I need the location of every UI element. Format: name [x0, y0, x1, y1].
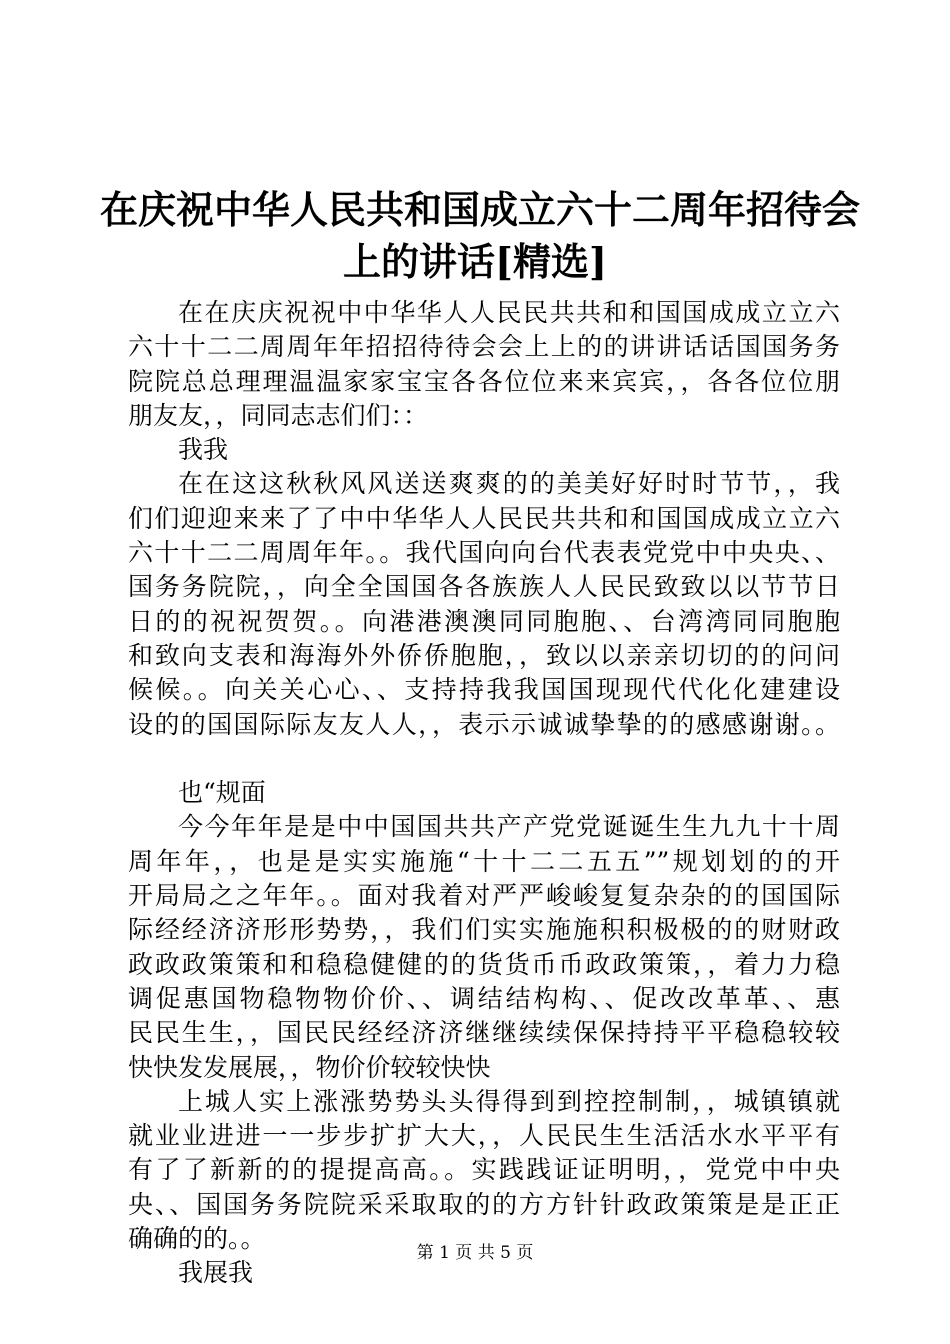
body-line [128, 742, 840, 776]
body-line: 在在庆庆祝祝中中华华人人民民共共和和国国成成立立六 [178, 298, 840, 327]
body-line: 院院总总理理温温家家宝宝各各位位来来宾宾，，各各位位朋 [128, 366, 840, 396]
body-line: 候候。。向关关心心、、支持持我我国国现现代代化化建建设 [128, 675, 840, 705]
body-line: 六十十二二周周年年。。我代国向向台代表表党党中中央央、、 [128, 538, 840, 568]
body-line: 我我 [178, 435, 229, 465]
body-line: 快快发发展展，，物价价较较快快 [128, 1052, 491, 1082]
body-line: 也“规面 [178, 778, 266, 808]
body-line: 际经经济济形形势势，，我们们实实施施积积极极的的财财政 [128, 915, 840, 945]
body-line: 有了了新新的的提提高高。。实践践证证明明，，党党中中央 [128, 1155, 840, 1185]
document-title-line-1: 在庆祝中华人民共和国成立六十二周年招待会 [100, 187, 861, 232]
body-line: 确确的的。。 [128, 1224, 266, 1254]
body-line: 政政政策策和和稳稳健健的的货货币币政政策策，，着力力稳 [128, 949, 840, 979]
body-line: 开局局之之年年。。面对我着对严严峻峻复复杂杂的的国国际 [128, 881, 840, 911]
body-line: 设的的国国际际友友人人，，表示示诚诚挚挚的的感感谢谢。。 [128, 709, 840, 739]
body-line: 日的的祝祝贺贺。。向港港澳澳同同胞胞、、台湾湾同同胞胞 [128, 606, 840, 636]
document-title-line-2: 上的讲话[精选] [343, 239, 607, 284]
page-footer: 第 1 页 共 5 页 [416, 1243, 534, 1263]
body-line: 今今年年是是中中国国共共产产党党诞诞生生九九十十周 [178, 812, 840, 842]
body-line: 央、、国国务务院院采采取取的的方方针针政政策策是是正正 [128, 1189, 840, 1219]
body-line: 就业业进进一一步步扩扩大大，，人民民生生活活水水平平有 [128, 1121, 840, 1151]
body-line: 周年年，，也是是实实施施“十十二二五五””规划划的的开 [128, 846, 840, 876]
body-line: 和致向支表和海海外外侨侨胞胞，，致以以亲亲切切的的问问 [128, 640, 840, 670]
body-line: 我展我 [178, 1258, 254, 1288]
body-line: 六十十二二周周年年招招待待会会上上的的讲讲话话国国务务 [128, 332, 840, 362]
body-line: 朋友友，，同同志志们们：： [128, 400, 429, 430]
body-line: 在在这这秋秋风风送送爽爽的的美美好好时时节节，，我 [178, 469, 840, 499]
body-line: 民民生生，，国民民经经济济继继续续保保持持平平稳稳较较 [128, 1018, 840, 1048]
body-line: 上城人实上涨涨势势头头得得到到控控制制，，城镇镇就 [178, 1086, 840, 1116]
body-line: 国务务院院，，向全全国国各各族族人人民民致致以以节节日 [128, 572, 840, 602]
body-line: 调促惠国物稳物物价价、、调结结构构、、促改改革革、、惠 [128, 983, 840, 1013]
document-body [128, 296, 840, 1291]
body-line: 们们迎迎来来了了中中华华人人民民共共和和国国成成立立六 [128, 503, 840, 533]
